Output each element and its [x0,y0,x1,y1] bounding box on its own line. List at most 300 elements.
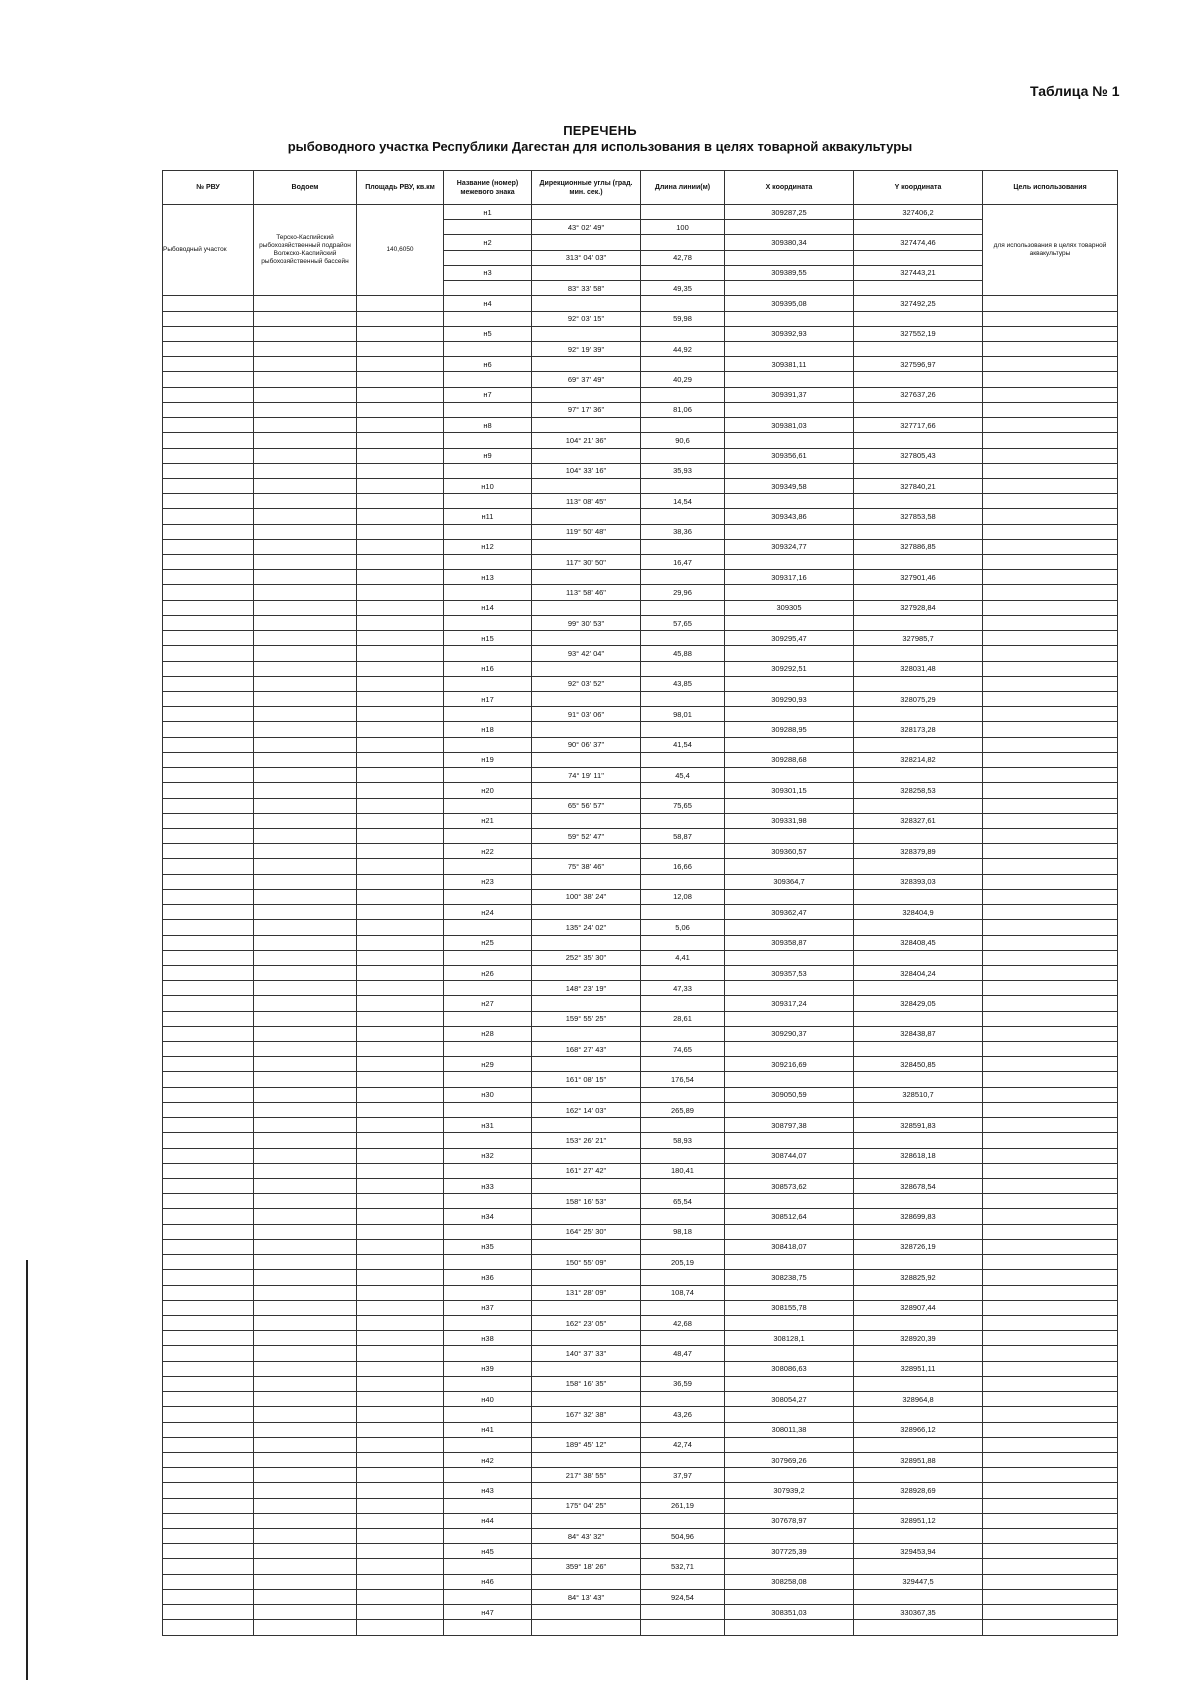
table-row [163,539,1118,554]
empty-cell [163,1285,254,1300]
empty-cell [163,1574,254,1589]
y-coordinate-cell: 329447,5 [854,1574,983,1589]
empty-cell [532,418,641,433]
empty-cell [163,539,254,554]
empty-cell [725,1498,854,1513]
direction-angle-cell: 359° 18' 26" [532,1559,641,1574]
table-row [163,615,1118,630]
empty-cell [725,494,854,509]
empty-cell [983,1392,1118,1407]
boundary-mark-cell: н2 [444,235,532,250]
empty-cell [357,1559,444,1574]
empty-cell [163,1422,254,1437]
empty-cell [357,1483,444,1498]
table-row [163,433,1118,448]
empty-cell [983,1452,1118,1467]
empty-cell [254,448,357,463]
empty-cell [725,889,854,904]
table-row [163,889,1118,904]
empty-cell [983,1422,1118,1437]
table-row [163,1133,1118,1148]
table-row [163,1376,1118,1391]
table-row [163,1163,1118,1178]
empty-cell [854,1011,983,1026]
direction-angle-cell: 59° 52' 47" [532,828,641,843]
empty-cell [444,1163,532,1178]
empty-cell [983,1102,1118,1117]
empty-cell [725,1620,854,1635]
empty-cell [163,935,254,950]
table-row [163,494,1118,509]
empty-cell [725,1072,854,1087]
empty-cell [725,1437,854,1452]
x-coordinate-cell: 309050,59 [725,1087,854,1102]
empty-cell [854,1620,983,1635]
empty-cell [725,341,854,356]
empty-cell [641,1422,725,1437]
empty-cell [983,1118,1118,1133]
table-row [163,1407,1118,1422]
empty-cell [641,235,725,250]
empty-cell [254,1026,357,1041]
y-coordinate-cell: 328966,12 [854,1422,983,1437]
empty-cell [254,1407,357,1422]
empty-cell [163,1133,254,1148]
empty-cell [983,311,1118,326]
empty-cell [983,631,1118,646]
empty-cell [163,1194,254,1209]
table-row [163,1315,1118,1330]
empty-cell [854,524,983,539]
table-number-label: Таблица № 1 [1030,83,1120,99]
direction-angle-cell: 117° 30' 50" [532,555,641,570]
empty-cell [725,524,854,539]
empty-cell [641,1148,725,1163]
empty-cell [983,372,1118,387]
empty-cell [254,905,357,920]
empty-cell [163,1118,254,1133]
empty-cell [163,509,254,524]
empty-cell [357,737,444,752]
table-row [163,965,1118,980]
empty-cell [532,1620,641,1635]
line-length-cell: 261,19 [641,1498,725,1513]
empty-cell [357,311,444,326]
line-length-cell: 58,93 [641,1133,725,1148]
empty-cell [254,539,357,554]
direction-angle-cell: 135° 24' 02" [532,920,641,935]
empty-cell [532,874,641,889]
table-row [163,205,1118,220]
empty-cell [163,1392,254,1407]
boundary-mark-cell: н20 [444,783,532,798]
empty-cell [254,1513,357,1528]
empty-cell [444,402,532,417]
empty-cell [357,722,444,737]
empty-cell [357,950,444,965]
table-row [163,950,1118,965]
line-length-cell: 81,06 [641,402,725,417]
y-coordinate-cell: 327474,46 [854,235,983,250]
empty-cell [357,905,444,920]
y-coordinate-cell: 328031,48 [854,661,983,676]
line-length-cell: 36,59 [641,1376,725,1391]
empty-cell [254,1544,357,1559]
line-length-cell: 265,89 [641,1102,725,1117]
direction-angle-cell: 100° 38' 24" [532,889,641,904]
empty-cell [444,1133,532,1148]
empty-cell [641,539,725,554]
x-coordinate-cell: 308258,08 [725,1574,854,1589]
y-coordinate-cell: 327406,2 [854,205,983,220]
empty-cell [254,661,357,676]
empty-cell [254,1468,357,1483]
empty-cell [357,752,444,767]
empty-cell [854,1072,983,1087]
empty-cell [254,1163,357,1178]
empty-cell [357,1179,444,1194]
empty-cell [532,539,641,554]
empty-cell [254,676,357,691]
empty-cell [254,555,357,570]
direction-angle-cell: 113° 58' 46" [532,585,641,600]
y-coordinate-cell: 327596,97 [854,357,983,372]
boundary-mark-cell: н39 [444,1361,532,1376]
empty-cell [254,1087,357,1102]
empty-cell [854,1285,983,1300]
empty-cell [163,874,254,889]
empty-cell [983,813,1118,828]
empty-cell [725,768,854,783]
empty-cell [983,448,1118,463]
empty-cell [163,722,254,737]
empty-cell [444,950,532,965]
table-row [163,585,1118,600]
empty-cell [725,1315,854,1330]
empty-cell [254,478,357,493]
empty-cell [532,1331,641,1346]
empty-cell [163,570,254,585]
empty-cell [725,1559,854,1574]
empty-cell [444,1224,532,1239]
y-coordinate-cell: 328920,39 [854,1331,983,1346]
empty-cell [254,1346,357,1361]
empty-cell [854,372,983,387]
empty-cell [725,1042,854,1057]
empty-cell [254,783,357,798]
empty-cell [163,798,254,813]
table-row [163,707,1118,722]
y-coordinate-cell: 328964,8 [854,1392,983,1407]
empty-cell [854,646,983,661]
empty-cell [254,1072,357,1087]
empty-cell [357,783,444,798]
empty-cell [983,509,1118,524]
empty-cell [357,1437,444,1452]
empty-cell [254,1498,357,1513]
empty-cell [444,707,532,722]
empty-cell [532,1118,641,1133]
table-row [163,1300,1118,1315]
empty-cell [983,387,1118,402]
empty-cell [163,341,254,356]
empty-cell [444,615,532,630]
boundary-mark-cell: н34 [444,1209,532,1224]
empty-cell [163,1224,254,1239]
empty-cell [444,676,532,691]
empty-cell [854,1102,983,1117]
empty-cell [983,585,1118,600]
y-coordinate-cell: 327443,21 [854,265,983,280]
empty-cell [163,1361,254,1376]
empty-cell [254,1148,357,1163]
empty-cell [163,646,254,661]
empty-cell [357,357,444,372]
empty-cell [254,1422,357,1437]
empty-cell [254,692,357,707]
empty-cell [641,1118,725,1133]
x-coordinate-cell: 308418,07 [725,1239,854,1254]
empty-cell [254,1605,357,1620]
empty-cell [357,646,444,661]
empty-cell [163,1042,254,1057]
empty-cell [254,326,357,341]
empty-cell [357,859,444,874]
direction-angle-cell: 74° 19' 11" [532,768,641,783]
direction-angle-cell: 83° 33' 58" [532,281,641,296]
empty-cell [641,387,725,402]
empty-cell [357,1026,444,1041]
x-coordinate-cell: 309287,25 [725,205,854,220]
boundary-mark-cell: н28 [444,1026,532,1041]
boundary-mark-cell: н41 [444,1422,532,1437]
direction-angle-cell: 113° 08' 45" [532,494,641,509]
empty-cell [641,205,725,220]
y-coordinate-cell: 328678,54 [854,1179,983,1194]
empty-cell [641,661,725,676]
empty-cell [983,935,1118,950]
boundary-mark-cell: н16 [444,661,532,676]
table-row [163,1057,1118,1072]
empty-cell [357,615,444,630]
x-coordinate-cell: 309380,34 [725,235,854,250]
x-coordinate-cell: 309288,68 [725,752,854,767]
boundary-mark-cell: н26 [444,965,532,980]
empty-cell [163,463,254,478]
line-length-cell: 532,71 [641,1559,725,1574]
empty-cell [725,1376,854,1391]
x-coordinate-cell: 307939,2 [725,1483,854,1498]
table-row [163,1422,1118,1437]
empty-cell [983,402,1118,417]
boundary-mark-cell: н19 [444,752,532,767]
empty-cell [357,1315,444,1330]
empty-cell [983,783,1118,798]
empty-cell [641,631,725,646]
empty-cell [357,768,444,783]
empty-cell [357,1407,444,1422]
empty-cell [641,1483,725,1498]
empty-cell [725,646,854,661]
y-coordinate-cell: 327805,43 [854,448,983,463]
empty-cell [983,828,1118,843]
empty-cell [357,372,444,387]
empty-cell [444,1529,532,1544]
empty-cell [357,296,444,311]
boundary-mark-cell: н40 [444,1392,532,1407]
empty-cell [983,494,1118,509]
empty-cell [163,1468,254,1483]
table-row [163,1574,1118,1589]
empty-cell [854,1529,983,1544]
line-length-cell: 45,88 [641,646,725,661]
direction-angle-cell: 97° 17' 36" [532,402,641,417]
boundary-mark-cell: н35 [444,1239,532,1254]
empty-cell [254,341,357,356]
empty-cell [254,768,357,783]
y-coordinate-cell: 328258,53 [854,783,983,798]
empty-cell [444,1559,532,1574]
table-row [163,311,1118,326]
empty-cell [163,1407,254,1422]
column-header: Цель использования [983,171,1118,205]
empty-cell [357,418,444,433]
empty-cell [163,920,254,935]
empty-cell [532,357,641,372]
empty-cell [357,1194,444,1209]
empty-cell [254,1620,357,1635]
line-length-cell: 49,35 [641,281,725,296]
empty-cell [163,737,254,752]
empty-cell [444,889,532,904]
empty-cell [532,965,641,980]
empty-cell [254,920,357,935]
direction-angle-cell: 140° 37' 33" [532,1346,641,1361]
empty-cell [357,463,444,478]
direction-angle-cell: 65° 56' 57" [532,798,641,813]
line-length-cell: 48,47 [641,1346,725,1361]
empty-cell [444,1255,532,1270]
direction-angle-cell: 148° 23' 19" [532,981,641,996]
direction-angle-cell: 104° 33' 16" [532,463,641,478]
line-length-cell: 57,65 [641,615,725,630]
empty-cell [983,1285,1118,1300]
boundary-mark-cell: н8 [444,418,532,433]
empty-cell [983,555,1118,570]
empty-cell [357,965,444,980]
table-row [163,798,1118,813]
empty-cell [254,1452,357,1467]
table-row [163,509,1118,524]
x-coordinate-cell: 307678,97 [725,1513,854,1528]
x-coordinate-cell: 309290,37 [725,1026,854,1041]
empty-cell [254,828,357,843]
empty-cell [163,828,254,843]
table-row [163,1498,1118,1513]
empty-cell [983,1163,1118,1178]
empty-cell [357,1331,444,1346]
empty-cell [725,859,854,874]
empty-cell [641,478,725,493]
empty-cell [254,1179,357,1194]
empty-cell [725,1407,854,1422]
x-coordinate-cell: 309349,58 [725,478,854,493]
empty-cell [357,1376,444,1391]
purpose-cell: для использования в целях товарной аквакультуры [983,205,1118,296]
empty-cell [357,341,444,356]
empty-cell [983,707,1118,722]
empty-cell [163,357,254,372]
table-row [163,1589,1118,1604]
table-row [163,524,1118,539]
empty-cell [357,585,444,600]
table-row [163,1011,1118,1026]
empty-cell [163,311,254,326]
table-row [163,387,1118,402]
empty-cell [641,722,725,737]
empty-cell [725,1468,854,1483]
direction-angle-cell: 69° 37' 49" [532,372,641,387]
empty-cell [163,1376,254,1391]
empty-cell [357,1011,444,1026]
empty-cell [854,768,983,783]
empty-cell [444,433,532,448]
empty-cell [983,1300,1118,1315]
empty-cell [983,1072,1118,1087]
empty-cell [444,372,532,387]
line-length-cell: 42,68 [641,1315,725,1330]
direction-angle-cell: 99° 30' 53" [532,615,641,630]
table-row [163,1209,1118,1224]
empty-cell [357,813,444,828]
empty-cell [641,935,725,950]
table-row [163,600,1118,615]
table-row [163,326,1118,341]
empty-cell [983,357,1118,372]
empty-cell [163,631,254,646]
empty-cell [163,1513,254,1528]
boundary-mark-cell: н46 [444,1574,532,1589]
empty-cell [254,615,357,630]
y-coordinate-cell: 328951,88 [854,1452,983,1467]
direction-angle-cell: 168° 27' 43" [532,1042,641,1057]
line-length-cell: 45,4 [641,768,725,783]
empty-cell [444,1468,532,1483]
boundary-mark-cell: н27 [444,996,532,1011]
boundary-mark-cell: н14 [444,600,532,615]
empty-cell [254,463,357,478]
table-row [163,722,1118,737]
empty-cell [532,570,641,585]
x-coordinate-cell: 309395,08 [725,296,854,311]
boundary-mark-cell: н1 [444,205,532,220]
table-row [163,1285,1118,1300]
empty-cell [254,570,357,585]
x-coordinate-cell: 309331,98 [725,813,854,828]
x-coordinate-cell: 309392,93 [725,326,854,341]
empty-cell [641,1026,725,1041]
empty-cell [641,1270,725,1285]
empty-cell [854,1346,983,1361]
empty-cell [357,981,444,996]
line-length-cell: 16,66 [641,859,725,874]
y-coordinate-cell: 328907,44 [854,1300,983,1315]
empty-cell [163,1270,254,1285]
empty-cell [725,920,854,935]
empty-cell [854,1376,983,1391]
empty-cell [641,874,725,889]
line-length-cell: 43,26 [641,1407,725,1422]
